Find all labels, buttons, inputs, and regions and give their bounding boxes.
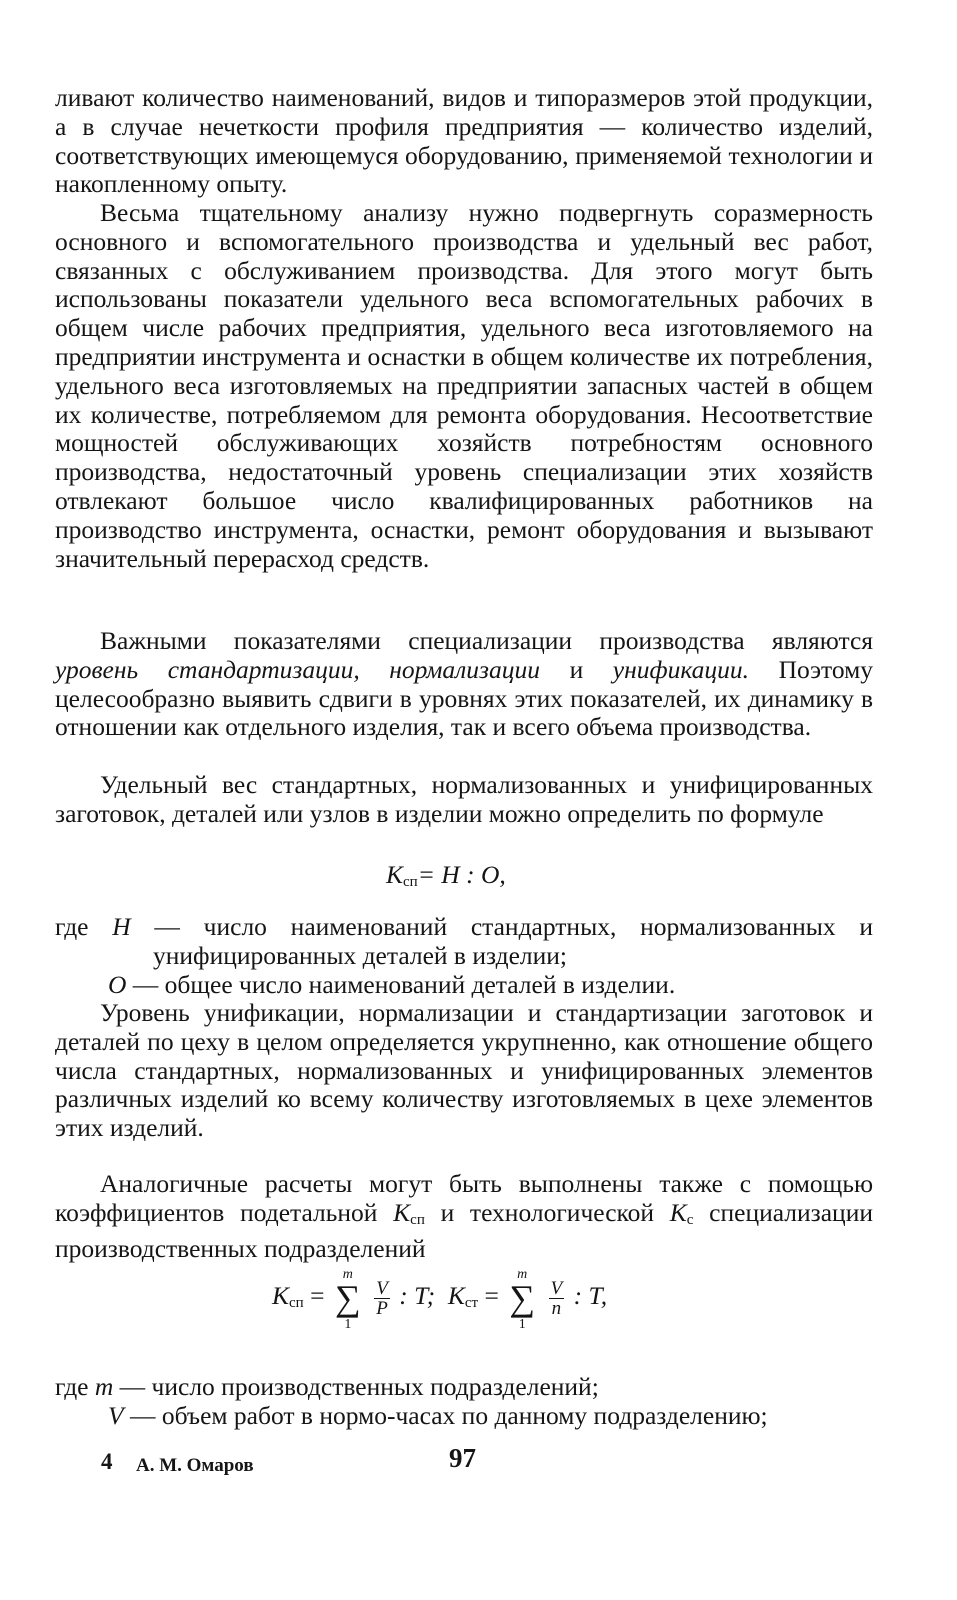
formula-ksp (386, 861, 506, 897)
fraction-numerator: V (376, 1277, 388, 1299)
paragraph-continuation: ливают количество наименований, видов и типоразмеров этой продукции, а в случае нечеткости профиля предприятия — количество изделий, соответствующих имеющемуся оборудованию, применяемой технологии и накопленному опыту. (55, 83, 873, 199)
variable-symbol: O (108, 969, 127, 999)
text-segment: Поэтому целесообразно выявить сдвиги в уровнях этих показателей, их динамику в отношении как отдельного изделия, так и всего объема производства. (55, 654, 873, 742)
where-label: где (55, 1372, 89, 1401)
author-name: А. М. Омаров (136, 1455, 254, 1476)
variable-symbol: m (94, 1372, 114, 1401)
equals-sign: = (484, 1281, 499, 1310)
definition-h (55, 913, 873, 971)
text-segment: Аналогичные расчеты могут быть выполнены также с помощью коэффициентов подетальной (55, 1169, 873, 1227)
variable-definition: — объем работ в нормо-часах по данному подразделению; (123, 1400, 768, 1430)
italic-term: унификации. (612, 654, 750, 684)
fraction-v-over-n (549, 1279, 565, 1318)
paragraph-specialization-indicators (55, 627, 873, 742)
formula-symbol: K (386, 860, 404, 889)
where-label: где (55, 912, 89, 941)
formula-expression: = H : O, (417, 860, 506, 889)
variable-definition: — число производственных подразделений; (113, 1372, 599, 1401)
formula-symbol: K (393, 1197, 411, 1227)
definition-list-1 (55, 913, 873, 999)
fraction-numerator: V (550, 1277, 563, 1299)
text-segment: и (540, 654, 613, 684)
paragraph-coefficients (55, 1170, 873, 1263)
page-number: 97 (449, 1443, 476, 1473)
sigma-symbol: ∑ (509, 1278, 536, 1319)
text-segment: и технологической (424, 1197, 670, 1227)
equals-sign: = (310, 1281, 325, 1310)
formula-expression: : T, (573, 1281, 608, 1310)
formula-symbol: K (669, 1197, 687, 1227)
signature-mark: 4 (101, 1449, 113, 1474)
formula-symbol: K (447, 1281, 465, 1310)
sum-lower-limit: 1 (518, 1317, 526, 1333)
definition-o (55, 971, 873, 1000)
sum-upper-limit: m (517, 1267, 528, 1283)
variable-definition: — общее число наименований деталей в изделии. (126, 969, 676, 999)
formula-expression: : T; (399, 1281, 436, 1310)
definition-v (55, 1402, 873, 1431)
sigma-symbol: ∑ (335, 1278, 361, 1319)
fraction-denominator: n (551, 1297, 562, 1319)
definition-m (55, 1373, 873, 1402)
formula-subscript: сп (289, 1295, 304, 1311)
formula-subscript: сп (410, 1211, 425, 1228)
sum-lower-limit: 1 (344, 1317, 352, 1333)
text-segment: Важными показателями специализации производства являются (100, 626, 873, 655)
summation-sign (333, 1267, 363, 1333)
formula-coefficients (272, 1267, 608, 1333)
variable-symbol: H (112, 912, 131, 941)
formula-subscript: с (686, 1211, 694, 1228)
sum-upper-limit: m (342, 1267, 353, 1283)
variable-definition: — число наименований стандартных, нормализованных и унифицированных деталей в изделии; (130, 912, 873, 970)
formula-subscript: ст (464, 1295, 479, 1311)
italic-term: уровень стандартизации, нормализации (55, 654, 540, 684)
text-segment: специализации производственных подразделений (55, 1197, 873, 1263)
paragraph-formula-intro: Удельный вес стандартных, нормализованных и унифицированных заготовок, деталей или узлов в изделии можно определить по формуле (55, 770, 873, 828)
formula-symbol: K (272, 1281, 290, 1310)
fraction-denominator: P (376, 1297, 388, 1319)
variable-symbol: V (108, 1400, 124, 1430)
definition-list-2 (55, 1373, 873, 1431)
paragraph-proportionality: Весьма тщательному анализу нужно подвергнуть соразмерность основного и вспомогательного производства и удельный вес работ, связанных с обслуживанием производства. Для этого могут быть использованы показатели удельного веса вспомогательных рабочих в общем числе рабочих предприятия, удельного веса изготовляемого на предприятии инструмента и оснастки в общем количестве их потребления, удельного веса изготовляемых на предприятии запасных частей в общем их количестве, потребляемом для ремонта оборудования. Несоответствие мощностей обслуживающих хозяйств потребностям основного производства, недостаточный уровень специализации этих хозяйств отвлекают большое число квалифицированных работников на производство инструмента, оснастки, ремонт оборудования и вызывают значительный перерасход средств. (55, 198, 873, 573)
fraction-v-over-p (374, 1279, 390, 1318)
paragraph-unification-level: Уровень унификации, нормализации и стандартизации заготовок и деталей по цеху в целом определяется укрупненно, как отношение общего числа стандартных, нормализованных и унифицированных элементов различных изделий ко всему количеству изготовляемых в цехе элементов этих изделий. (55, 998, 873, 1143)
formula-subscript: сп (403, 874, 418, 890)
summation-sign (507, 1267, 537, 1333)
